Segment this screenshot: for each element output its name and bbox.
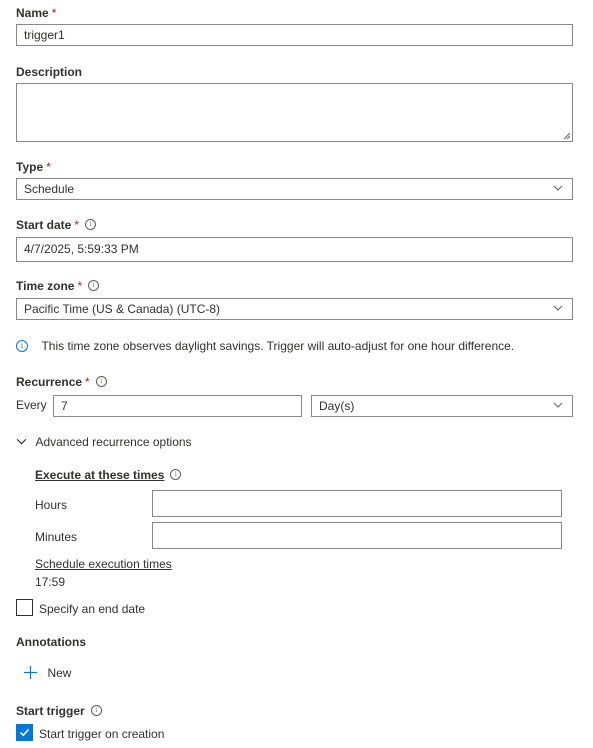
- plus-icon: [24, 666, 37, 679]
- recurrence-label: Recurrence * i: [16, 375, 107, 389]
- annotations-label: Annotations: [16, 635, 86, 649]
- chevron-down-icon: [553, 183, 563, 193]
- time-zone-label: Time zone * i: [16, 279, 99, 293]
- description-label: Description: [16, 65, 83, 79]
- hours-input[interactable]: [152, 490, 562, 517]
- required-asterisk: *: [74, 218, 80, 232]
- schedule-execution-value: 17:59: [35, 575, 66, 589]
- schedule-execution-times-link[interactable]: Schedule execution times: [35, 557, 172, 571]
- recurrence-unit-dropdown[interactable]: Day(s): [311, 395, 573, 417]
- required-asterisk: *: [46, 160, 51, 174]
- chevron-down-icon: [553, 303, 563, 313]
- name-label: Name *: [16, 6, 57, 20]
- required-asterisk: *: [85, 375, 90, 389]
- execute-times-label: Execute at these times i: [35, 466, 181, 484]
- description-textarea[interactable]: [16, 83, 573, 142]
- recurrence-interval-input[interactable]: 7: [53, 395, 302, 417]
- hours-label: Hours: [35, 498, 68, 512]
- info-icon[interactable]: i: [170, 469, 181, 480]
- required-asterisk: *: [51, 6, 57, 20]
- start-trigger-checkbox[interactable]: [16, 724, 33, 741]
- start-trigger-label: Start trigger i: [16, 704, 102, 718]
- chevron-down-icon: [553, 400, 563, 410]
- new-annotation-button[interactable]: New: [24, 664, 71, 682]
- name-input[interactable]: trigger1: [16, 24, 573, 46]
- info-icon[interactable]: i: [88, 280, 99, 291]
- start-date-label: Start date * i: [16, 218, 96, 232]
- type-label: Type *: [16, 160, 51, 174]
- info-icon[interactable]: i: [85, 219, 96, 230]
- chevron-down-icon: [16, 436, 27, 447]
- advanced-recurrence-toggle[interactable]: Advanced recurrence options: [16, 433, 192, 451]
- every-label: Every: [16, 398, 47, 412]
- info-icon[interactable]: i: [96, 376, 107, 387]
- start-date-input[interactable]: 4/7/2025, 5:59:33 PM: [16, 237, 573, 262]
- type-dropdown[interactable]: Schedule: [16, 178, 573, 200]
- end-date-checkbox[interactable]: [16, 599, 33, 616]
- minutes-label: Minutes: [35, 530, 78, 544]
- resize-handle-icon[interactable]: [563, 132, 571, 140]
- info-icon: i: [16, 340, 28, 352]
- end-date-label: Specify an end date: [39, 602, 146, 616]
- required-asterisk: *: [77, 279, 83, 293]
- time-zone-note: i This time zone observes daylight savings. Trigger will auto-adjust for one hour difference.: [16, 337, 514, 355]
- checkmark-icon: [17, 725, 32, 740]
- start-trigger-checkbox-label: Start trigger on creation: [39, 727, 165, 741]
- info-icon[interactable]: i: [91, 705, 102, 716]
- minutes-input[interactable]: [152, 522, 562, 549]
- time-zone-dropdown[interactable]: Pacific Time (US & Canada) (UTC-8): [16, 298, 573, 320]
